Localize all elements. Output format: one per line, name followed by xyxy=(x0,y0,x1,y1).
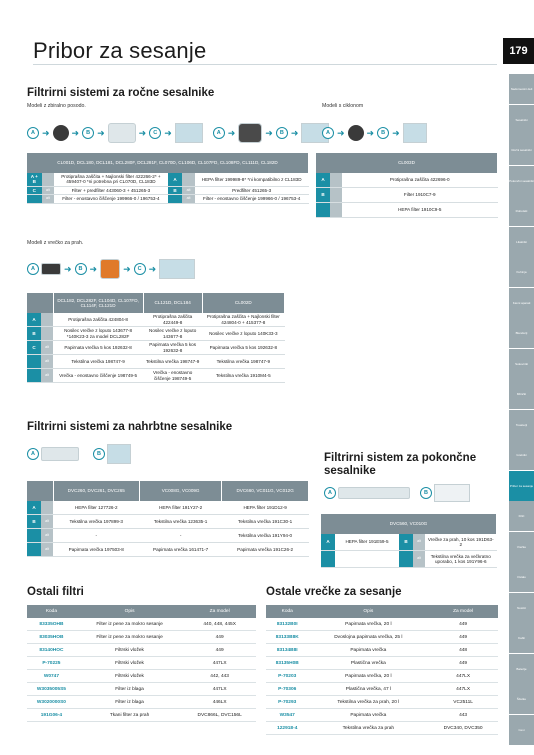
row-label: A xyxy=(27,501,41,515)
label-a-icon: A xyxy=(27,127,39,139)
table-row xyxy=(27,501,309,515)
column-header: Za model xyxy=(428,605,498,618)
side-tab[interactable]: Ostalo xyxy=(509,562,534,592)
filter-image xyxy=(403,123,427,143)
table-row xyxy=(316,203,498,218)
side-tab[interactable]: Sokovniki xyxy=(509,349,534,379)
arrow-icon: ➜ xyxy=(392,127,400,138)
table-cell: Dvoslojna papirnata vrečka, 25 l xyxy=(308,631,428,644)
row-sublabel: alt xyxy=(42,186,55,194)
table-row xyxy=(266,683,498,696)
table-row xyxy=(27,186,309,194)
row-sublabel xyxy=(41,327,53,341)
table-row xyxy=(27,341,285,355)
label-b-icon: B xyxy=(75,263,87,275)
table-cell: 440, 448, 445X xyxy=(183,618,256,631)
table-cell: 449 xyxy=(428,631,498,644)
side-tab[interactable]: Pokončni sesalniki xyxy=(509,166,534,196)
product-code: P-70203 xyxy=(266,670,308,683)
table-cell: Nosilec vrečke z loputo 143677-8 xyxy=(143,327,202,341)
row-label: B xyxy=(399,534,413,551)
other-filters-table xyxy=(27,605,256,722)
hepa-filter-image xyxy=(338,487,410,499)
label-c-icon: C xyxy=(134,263,146,275)
table-cell: Filter + predfilter 443060-3 + 451265-3 xyxy=(54,186,168,194)
row-sublabel: alt xyxy=(41,529,53,543)
label-b-icon: B xyxy=(377,127,389,139)
table-row xyxy=(266,709,498,722)
table-cell: Tekstilna vrečka 191C30-1 xyxy=(222,515,309,529)
table-cell: Protiprašna zaščita 422696-0 xyxy=(342,173,498,188)
label-b-icon: B xyxy=(93,448,105,460)
dust-bag-image xyxy=(159,259,195,279)
table-row xyxy=(321,551,497,568)
column-header: CL002D xyxy=(202,293,284,313)
table-cell: Papirnata vrečka 5 kos 192632-8 xyxy=(143,341,202,355)
title-divider xyxy=(33,64,497,65)
filter-bag-image xyxy=(175,123,203,143)
table-cell: HEPA filter 191E59-5 xyxy=(335,534,399,551)
row-sublabel xyxy=(330,188,342,203)
note-cyclone-models: Modeli s ciklonom xyxy=(322,103,364,109)
label-a-icon: A xyxy=(324,487,336,499)
table-cell: Tekstilna vrečka 198747-9 xyxy=(202,355,284,369)
side-tab[interactable]: Pribor za sesanje xyxy=(509,471,534,501)
table-row xyxy=(27,515,309,529)
note-container-models: Modeli z zbiralno posodo. xyxy=(27,103,86,109)
table-cell: Protiprašna zaščita 424804-8 xyxy=(53,313,143,327)
table-cell: VC2511L xyxy=(428,696,498,709)
product-code: P-70306 xyxy=(266,683,308,696)
column-header: DCL182, DCL282F, CL104D, CL107FD, CL114F, CL121D xyxy=(53,293,143,313)
row-label xyxy=(321,551,335,568)
table-row xyxy=(27,657,256,670)
table-cell: Filter - enostavno čiščenje 199966-0 / 196753-4 xyxy=(54,195,168,203)
table-cell: 449 xyxy=(183,631,256,644)
product-code: 83134B8I xyxy=(266,644,308,657)
backpack-illustration-row xyxy=(27,444,131,464)
product-code: 83135H0B xyxy=(266,657,308,670)
row-label xyxy=(27,529,41,543)
column-header: Za model xyxy=(183,605,256,618)
table-cell: Vrečka - enostavno čiščenje 198749-5 xyxy=(143,369,202,383)
bag-illustration-row xyxy=(27,259,195,279)
table-row xyxy=(27,644,256,657)
table-row xyxy=(266,631,498,644)
table-cell: Filtrski vložek xyxy=(76,644,183,657)
product-code: W3035005S5 xyxy=(27,683,76,696)
section-title-other-filters: Ostali filtri xyxy=(27,586,84,598)
table-cell: Plastična vrečka xyxy=(308,657,428,670)
product-code: W0747 xyxy=(27,670,76,683)
row-sublabel: alt xyxy=(413,551,425,568)
table-cell: 447LX xyxy=(428,683,498,696)
product-code: 83132B0I xyxy=(266,618,308,631)
table-cell: HEPA filter 191D12-9 xyxy=(222,501,309,515)
table-header: DVC560, VC010G xyxy=(321,514,497,534)
note-bag-models: Modeli z vrečko za prah. xyxy=(27,240,84,246)
prefilter-image xyxy=(108,123,136,143)
row-label: B xyxy=(168,186,183,194)
table-row xyxy=(27,327,285,341)
row-label xyxy=(316,203,330,218)
table-cell: Plastična vrečka, 47 l xyxy=(308,683,428,696)
table-cell: Papirnata vrečka, 20 l xyxy=(308,670,428,683)
row-sublabel: alt xyxy=(413,534,425,551)
arrow-icon: ➜ xyxy=(123,263,131,274)
table-cell: 442, 443 xyxy=(183,670,256,683)
table-row xyxy=(266,670,498,683)
backpack-table xyxy=(27,481,309,557)
table-cell xyxy=(335,551,399,568)
table-cell: Nosilec vrečke z loputo 140K33-3 xyxy=(202,327,284,341)
side-tab[interactable]: Ščetke xyxy=(509,684,534,714)
table-cell: Filtrski vložek xyxy=(76,657,183,670)
label-b-icon: B xyxy=(276,127,288,139)
arrow-icon: ➜ xyxy=(138,127,147,138)
disc-filter-image xyxy=(348,125,364,141)
row-sublabel xyxy=(41,501,53,515)
row-label: A + B xyxy=(27,173,42,186)
table-row xyxy=(27,313,285,327)
table-cell: Protiprašna zaščita 422449-8 xyxy=(143,313,202,327)
side-tab[interactable]: Kuhinja xyxy=(509,257,534,287)
column-header: DVC660, VC011G, VC012G xyxy=(222,481,309,501)
column-header: Opis xyxy=(76,605,183,618)
arrow-icon: ➜ xyxy=(290,127,299,138)
table-cell: Papirnata vrečka xyxy=(308,709,428,722)
table-cell: Tekstilna vrečka 198747-9 xyxy=(53,355,143,369)
product-code: W3020000S0 xyxy=(27,696,76,709)
bag-holder-image xyxy=(100,259,120,279)
product-code: P-70293 xyxy=(266,696,308,709)
table-cell: Vrečke za prah, 10 kos 191D63-2 xyxy=(425,534,497,551)
table-row xyxy=(266,722,498,735)
table-cell: Filter iz pene za mokro sesanje xyxy=(76,618,183,631)
row-sublabel: alt xyxy=(41,341,53,355)
table-row xyxy=(27,529,309,543)
row-sublabel: alt xyxy=(41,515,53,529)
row-label: B xyxy=(316,188,330,203)
table-cell: HEPA filter 191Y27-2 xyxy=(139,501,221,515)
side-tab[interactable]: Nadomestni deli xyxy=(509,74,534,104)
side-tab[interactable]: Mlinčki xyxy=(509,379,534,409)
product-code: 83140HOC xyxy=(27,644,76,657)
row-label xyxy=(27,369,41,383)
table-cell: Predfilter 451265-3 xyxy=(195,186,309,194)
label-c-icon: C xyxy=(149,127,161,139)
table-cell: Papirnata vrečka 191C26-2 xyxy=(222,543,309,557)
table-cell: Tekstilna vrečka za prah, 20 l xyxy=(308,696,428,709)
side-tab[interactable]: Cevi xyxy=(509,715,534,745)
side-tab[interactable]: Kabli xyxy=(509,623,534,653)
table-cell: Papirnata vrečka 5 kos 192632-8 xyxy=(202,341,284,355)
table-cell: Tekstilna vrečka 197899-3 xyxy=(53,515,139,529)
row-sublabel: alt xyxy=(41,355,53,369)
arrow-icon: ➜ xyxy=(337,127,345,138)
row-label: C xyxy=(27,186,42,194)
table-row xyxy=(27,683,256,696)
table-cell: Papirnata vrečka xyxy=(308,644,428,657)
section-title-backpack: Filtrirni sistemi za nahrbtne sesalnike xyxy=(27,421,233,433)
row-sublabel: alt xyxy=(182,186,195,194)
table-cell: 449 xyxy=(428,657,498,670)
row-sublabel xyxy=(182,173,195,186)
disc-filter-image xyxy=(53,125,69,141)
table-cell: Tekstilna vrečka 198747-9 xyxy=(143,355,202,369)
table-cell: - xyxy=(139,529,221,543)
side-tab[interactable]: Vrečke xyxy=(509,532,534,562)
side-tab[interactable]: Robotski xyxy=(509,196,534,226)
column-header: Koda xyxy=(27,605,76,618)
product-code: P-70225 xyxy=(27,657,76,670)
table-cell: DVC866L, DVC156L xyxy=(183,709,256,722)
table-row xyxy=(266,644,498,657)
label-b-icon: B xyxy=(420,487,432,499)
row-label: B xyxy=(27,327,41,341)
table-row xyxy=(316,173,498,188)
table-cell: Tekstilna vrečka za prah xyxy=(308,722,428,735)
table-cell: Filter iz blaga xyxy=(76,696,183,709)
row-label xyxy=(27,543,41,557)
table-cell: Filter iz blaga xyxy=(76,683,183,696)
column-header: CL121D, DCL184 xyxy=(143,293,202,313)
side-tab[interactable]: Baterije xyxy=(509,654,534,684)
page-title: Pribor za sesanje xyxy=(33,38,207,63)
label-a-icon: A xyxy=(27,263,39,275)
filter-illustration-row xyxy=(27,123,329,143)
table-row xyxy=(27,631,256,644)
arrow-icon: ➜ xyxy=(64,263,72,274)
table-cell: Tkani filter za prah xyxy=(76,709,183,722)
table-row xyxy=(321,534,497,551)
label-b-icon: B xyxy=(82,127,94,139)
arrow-icon: ➜ xyxy=(227,127,236,138)
table-cell: 443 xyxy=(428,709,498,722)
table-cell: Tekstilna vrečka 123635-1 xyxy=(139,515,221,529)
product-code: 83335OHB xyxy=(27,618,76,631)
row-label xyxy=(399,551,413,568)
row-label xyxy=(27,195,42,203)
upright-illustration-row xyxy=(324,484,470,502)
side-tab[interactable]: Toasterji xyxy=(509,410,534,440)
table-cell: Nosilec vrečke z loputo 143677-8 *140K23-3 za model DCL282F xyxy=(53,327,143,341)
bag-image xyxy=(107,444,131,464)
row-label xyxy=(27,355,41,369)
table-header: CL003D xyxy=(316,153,498,173)
product-code: 191G06-4 xyxy=(27,709,76,722)
other-bags-table xyxy=(266,605,498,735)
side-tab[interactable]: Ročni sesalniki xyxy=(509,135,534,165)
side-tab[interactable]: Nosilci xyxy=(509,593,534,623)
table-cell: 446LX xyxy=(183,696,256,709)
table-header: CL001D, DCL180, DCL181, DCL280F, DCL281F, CL070D, CL106D, CL107FD, CL108FD, CL111D, CL182D xyxy=(27,153,309,173)
row-sublabel: alt xyxy=(41,543,53,557)
arrow-icon: ➜ xyxy=(148,263,157,274)
table-row xyxy=(27,355,285,369)
row-label: A xyxy=(168,173,183,186)
arrow-icon: ➜ xyxy=(366,127,375,138)
table-cell: 449 xyxy=(183,644,256,657)
table-cell: Protiprašna zaščita + Najlonski filter 424804-0 + 415377-8 xyxy=(202,313,284,327)
bag-table xyxy=(27,293,285,383)
table-cell: HEPA filter 1910C9-5 xyxy=(342,203,498,218)
page-number: 179 xyxy=(503,38,534,64)
table-cell: Filter - enostavno čiščenje 199966-0 / 196753-4 xyxy=(195,195,309,203)
handheld-filter-table xyxy=(27,153,309,204)
table-row xyxy=(266,696,498,709)
side-tab[interactable]: Grelniki xyxy=(509,440,534,470)
label-a-icon: A xyxy=(322,127,334,139)
table-cell: Tekstilna vrečka 191Y94-0 xyxy=(222,529,309,543)
row-label: A xyxy=(316,173,330,188)
table-cell: Tekstilna vrečka za večkratno uporabo, 1 kos 191Y96-6 xyxy=(425,551,497,568)
table-row xyxy=(266,657,498,670)
row-label: A xyxy=(27,313,41,327)
product-code: 83035HOB xyxy=(27,631,76,644)
table-row xyxy=(27,696,256,709)
row-sublabel xyxy=(330,173,342,188)
table-cell: 448 xyxy=(428,644,498,657)
row-sublabel xyxy=(41,313,53,327)
table-cell: Papirnata vrečka, 20 l xyxy=(308,618,428,631)
column-header: DVC260, DVC261, DVC265 xyxy=(53,481,139,501)
product-code: 122918-4 xyxy=(266,722,308,735)
side-tab[interactable]: Filtri xyxy=(509,501,534,531)
column-header: Opis xyxy=(308,605,428,618)
product-code: W3547 xyxy=(266,709,308,722)
row-sublabel: alt xyxy=(41,369,53,383)
table-row xyxy=(27,369,285,383)
label-a-icon: A xyxy=(27,448,39,460)
row-label: A xyxy=(321,534,335,551)
row-label xyxy=(168,195,183,203)
table-cell: - xyxy=(53,529,139,543)
arrow-icon: ➜ xyxy=(42,127,50,138)
table-cell: Filtrski vložek xyxy=(76,670,183,683)
label-a-icon: A xyxy=(213,127,225,139)
table-row xyxy=(27,670,256,683)
table-cell: HEPA filter 199989-8* *ni kompatibilno z CL183D xyxy=(195,173,309,186)
arrow-icon: ➜ xyxy=(164,127,172,138)
side-tab[interactable]: Likalniki xyxy=(509,227,534,257)
table-row xyxy=(27,618,256,631)
product-code: 83133B8K xyxy=(266,631,308,644)
table-cell: 447LX xyxy=(428,670,498,683)
section-title-upright: Filtrirni sistem za pokončne sesalnike xyxy=(324,452,477,477)
column-header: VC008G, VC009G xyxy=(139,481,221,501)
section-title-handheld: Filtrirni sistemi za ročne sesalnike xyxy=(27,87,215,99)
table-row xyxy=(266,618,498,631)
table-cell: Papirnata vrečka 161471-7 xyxy=(139,543,221,557)
row-label: B xyxy=(27,515,41,529)
arrow-icon: ➜ xyxy=(97,127,105,138)
cyclone-illustration-row xyxy=(322,123,427,143)
table-cell: DVC340, DVC350 xyxy=(428,722,498,735)
side-tab[interactable]: Sesalniki xyxy=(509,105,534,135)
hepa-filter-image xyxy=(41,447,79,461)
table-cell: Tekstilna vrečka 1910M4-5 xyxy=(202,369,284,383)
upright-table xyxy=(321,514,497,568)
table-row xyxy=(27,195,309,203)
hepa-filter-image xyxy=(238,123,262,143)
row-sublabel: alt xyxy=(182,195,195,203)
cyclone-filter-table xyxy=(316,153,498,218)
arrow-icon: ➜ xyxy=(89,263,98,274)
section-title-other-bags: Ostale vrečke za sesanje xyxy=(266,586,402,598)
arrow-icon: ➜ xyxy=(71,127,80,138)
table-cell: Papirnata vrečka 5 kos 192632-8 xyxy=(53,341,143,355)
table-cell: Vrečka - enostavno čiščenje 198749-5 xyxy=(53,369,143,383)
table-cell: Papirnata vrečka 197503-8 xyxy=(53,543,139,557)
row-sublabel xyxy=(42,173,55,186)
table-cell: 449 xyxy=(428,618,498,631)
row-sublabel xyxy=(330,203,342,218)
side-tab[interactable]: Blenderji xyxy=(509,318,534,348)
table-cell: Filter 1910C7-9 xyxy=(342,188,498,203)
arrow-icon: ➜ xyxy=(265,127,273,138)
side-tab[interactable]: Kavni aparati xyxy=(509,288,534,318)
column-header: Koda xyxy=(266,605,308,618)
row-sublabel: alt xyxy=(42,195,55,203)
table-row xyxy=(27,709,256,722)
table-row xyxy=(316,188,498,203)
table-cell: Filter iz pene za mokro sesanje xyxy=(76,631,183,644)
table-cell: 447LX xyxy=(183,683,256,696)
row-label: C xyxy=(27,341,41,355)
bag-image xyxy=(434,484,470,502)
table-row xyxy=(27,543,309,557)
table-cell: Protiprašna zaščita + Najlonski filter 422266-2* + 459407-0 *ni potrebna pri CL070D, CL183D xyxy=(54,173,168,186)
table-cell: HEPA filter 127726-2 xyxy=(53,501,139,515)
table-row xyxy=(27,173,309,186)
table-cell: 447LX xyxy=(183,657,256,670)
dust-cover-image xyxy=(41,263,61,275)
